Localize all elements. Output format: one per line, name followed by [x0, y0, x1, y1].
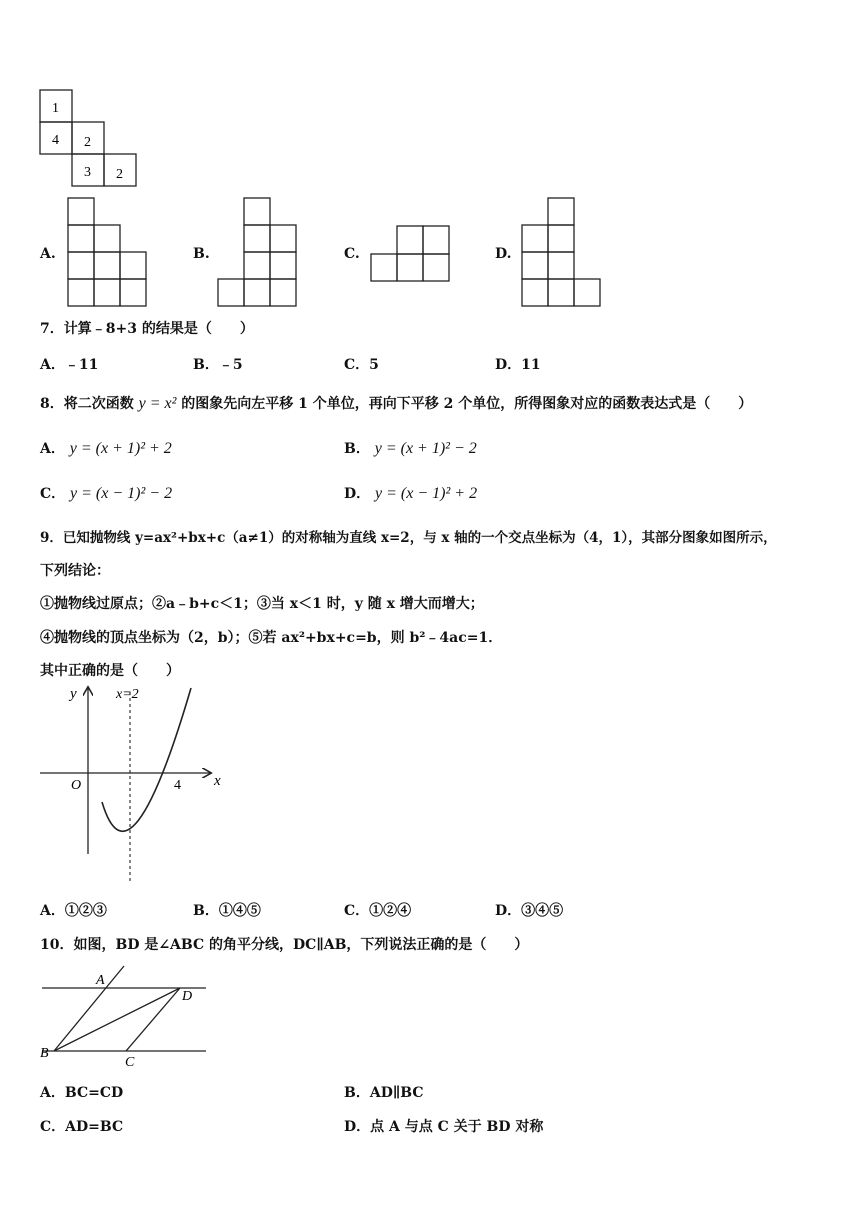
line-ba — [54, 966, 124, 1051]
parabola-curve — [102, 688, 191, 831]
q7-option-d — [495, 354, 541, 374]
net-cell-number: 2 — [116, 167, 123, 182]
question-9-stem-line-1: 9．已知抛物线 y=ax²+bx+c（a≠1）的对称轴为直线 x=2，与 x 轴的一个交点坐标为（4，1），其部分图象如图所示， — [40, 530, 777, 546]
axis-of-symmetry-label: x=2 — [116, 687, 139, 702]
q9-option-d — [495, 900, 563, 920]
option-label: D． — [344, 486, 371, 502]
point-a-label: A — [96, 973, 105, 988]
q9-option-c — [344, 900, 411, 920]
option-text: BC=CD — [64, 1085, 124, 1101]
option-text: ①②③ — [64, 903, 107, 919]
option-label: C． — [344, 357, 370, 373]
question-9-stem-line-2: 下列结论： — [40, 563, 110, 579]
net-cell-number: 1 — [52, 101, 59, 116]
segment-bd — [54, 988, 180, 1051]
option-text: ①②④ — [369, 903, 412, 919]
option-label: D． — [495, 357, 522, 373]
option-text: 点 A 与点 C 关于 BD 对称 — [370, 1119, 544, 1135]
q7-option-b — [193, 354, 243, 374]
option-label: D． — [344, 1119, 371, 1135]
option-formula: y = (x + 1)² − 2 — [374, 440, 477, 457]
option-label: C． — [40, 486, 66, 502]
q6-option-d-figure — [520, 196, 604, 308]
option-formula: y = (x − 1)² − 2 — [70, 485, 173, 502]
parabola-graph — [38, 682, 228, 887]
cube-count-top-view — [38, 88, 142, 190]
point-d-label: D — [182, 989, 193, 1004]
question-9-stem-line-4: ④抛物线的顶点坐标为（2，b）；⑤若 ax²+bx+c=b，则 b²﹣4ac=1． — [40, 630, 503, 646]
parallel-lines-figure — [38, 962, 210, 1070]
q9-option-a — [40, 900, 107, 920]
net-cell-number: 2 — [84, 135, 91, 150]
stem-formula: y = x² — [138, 395, 177, 412]
q10-option-c — [40, 1116, 123, 1136]
option-label: B． — [344, 441, 370, 457]
question-9-stem-line-5: 其中正确的是（ ） — [40, 663, 180, 679]
option-formula: y = (x − 1)² + 2 — [375, 485, 478, 502]
option-text: ①④⑤ — [218, 903, 261, 919]
q8-option-a — [40, 438, 172, 458]
option-formula: y = (x + 1)² + 2 — [69, 440, 172, 457]
option-label: B． — [193, 903, 219, 919]
q6-option-b-label: B. — [193, 246, 210, 262]
q6-option-a-figure — [66, 196, 150, 308]
option-label: B． — [193, 357, 219, 373]
q10-option-b — [344, 1082, 424, 1102]
option-label: A． — [40, 903, 65, 919]
question-9-stem-line-3: ①抛物线过原点；②a﹣b+c＜1；③当 x＜1 时，y 随 x 增大而增大； — [40, 596, 484, 612]
segment-dc — [126, 988, 180, 1051]
q6-option-b-figure — [216, 196, 302, 308]
option-label: A． — [40, 441, 65, 457]
question-7-stem: 7．计算﹣8+3 的结果是（ ） — [40, 321, 254, 337]
root-label: 4 — [174, 778, 181, 793]
q6-option-c-figure — [369, 224, 453, 284]
option-label: D． — [495, 903, 522, 919]
question-8-stem — [40, 393, 752, 413]
y-axis-label: y — [70, 686, 77, 702]
option-label: A． — [40, 357, 65, 373]
q6-option-a-label: A. — [40, 246, 56, 262]
option-text: 5 — [369, 357, 379, 373]
q8-option-d — [344, 483, 477, 503]
option-label: B． — [344, 1085, 370, 1101]
point-b-label: B — [40, 1046, 49, 1061]
point-c-label: C — [125, 1055, 135, 1070]
option-text: ﹣5 — [218, 357, 243, 373]
question-10-stem: 10．如图，BD 是∠ABC 的角平分线，DC∥AB，下列说法正确的是（ ） — [40, 937, 529, 953]
q6-option-c-label: C. — [344, 246, 360, 262]
net-cell-number: 3 — [84, 165, 91, 180]
option-label: A． — [40, 1085, 65, 1101]
option-text: AD∥BC — [369, 1085, 424, 1101]
x-axis-label: x — [214, 773, 221, 789]
q6-option-d-label: D. — [495, 246, 512, 262]
q7-option-c — [344, 354, 379, 374]
net-cell-number: 4 — [52, 133, 59, 148]
option-text: ﹣11 — [64, 357, 99, 373]
origin-label: O — [71, 778, 82, 793]
option-text: 11 — [521, 357, 541, 373]
q10-option-d — [344, 1116, 543, 1136]
q8-option-c — [40, 483, 172, 503]
q7-option-a — [40, 354, 98, 374]
q8-option-b — [344, 438, 477, 458]
option-label: C． — [344, 903, 370, 919]
stem-text: 的图象先向左平移 1 个单位，再向下平移 2 个单位，所得图象对应的函数表达式是（ ） — [181, 396, 753, 412]
q9-option-b — [193, 900, 261, 920]
option-label: C． — [40, 1119, 66, 1135]
option-text: AD=BC — [65, 1119, 124, 1135]
q10-option-a — [40, 1082, 123, 1102]
option-text: ③④⑤ — [521, 903, 564, 919]
stem-text: 8．将二次函数 — [40, 396, 134, 412]
